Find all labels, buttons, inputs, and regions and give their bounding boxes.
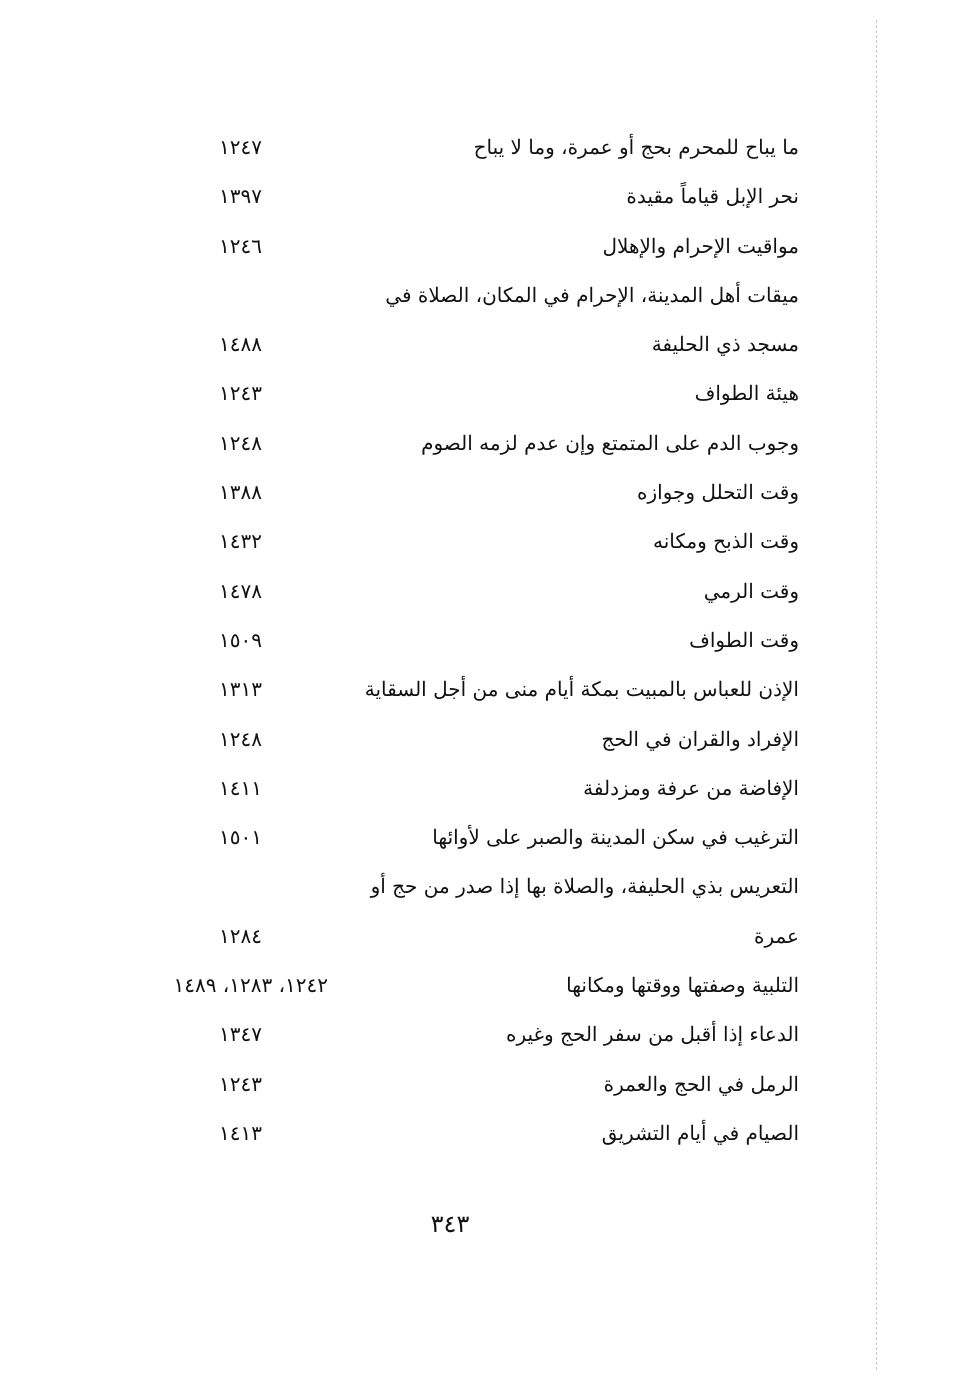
entry-pages: ١٤١١: [219, 775, 262, 800]
index-entry: [0, 1061, 977, 1110]
index-entry: [0, 223, 977, 272]
index-entry: [0, 913, 977, 962]
entry-topic: الإفراد والقران في الحج: [601, 726, 799, 751]
entry-pages: ١٢٨٤: [219, 923, 262, 948]
entry-pages: ١٣٨٨: [219, 480, 262, 505]
entry-topic: الإذن للعباس بالمبيت بمكة أيام منى من أجل السقاية: [364, 677, 799, 702]
entry-pages: ١٥٠٩: [219, 627, 262, 652]
index-entry: [0, 321, 977, 370]
entry-topic: ميقات أهل المدينة، الإحرام في المكان، الصلاة في: [385, 282, 799, 307]
entry-topic: مواقيت الإحرام والإهلال: [602, 233, 799, 258]
page-number: ٣٤٣: [430, 1210, 470, 1238]
entry-pages: ١٢٤٨: [219, 430, 262, 455]
index-entry: [0, 420, 977, 469]
entry-pages: ١٢٤٦: [219, 233, 262, 258]
index-list: [0, 124, 977, 1159]
index-entry: [0, 370, 977, 419]
entry-topic: عمرة: [753, 923, 799, 948]
index-entry: [0, 617, 977, 666]
index-entry: [0, 518, 977, 567]
entry-pages: ١٣٩٧: [219, 184, 262, 209]
entry-pages: ١٤١٣: [219, 1120, 262, 1145]
entry-pages: ١٣١٣: [219, 677, 262, 702]
entry-pages: ١٤٣٢: [219, 529, 262, 554]
entry-topic: وجوب الدم على المتمتع وإن عدم لزمه الصوم: [421, 430, 799, 455]
index-entry: [0, 765, 977, 814]
index-entry: [0, 1011, 977, 1060]
entry-topic: مسجد ذي الحليفة: [651, 332, 799, 357]
index-entry: [0, 814, 977, 863]
index-entry: [0, 469, 977, 518]
entry-topic: وقت الرمي: [703, 578, 799, 603]
entry-pages: ١٥٠١: [219, 825, 262, 850]
index-entry: [0, 568, 977, 617]
entry-pages: ١٢٤٢، ١٢٨٣، ١٤٨٩: [173, 973, 328, 998]
entry-pages: ١٤٨٨: [219, 332, 262, 357]
entry-pages: ١٤٧٨: [219, 578, 262, 603]
entry-topic: التعريس بذي الحليفة، والصلاة بها إذا صدر من حج أو: [370, 874, 799, 899]
index-entry: [0, 1110, 977, 1159]
entry-topic: نحر الإبل قياماً مقيدة: [626, 184, 799, 209]
entry-pages: ١٣٤٧: [219, 1022, 262, 1047]
entry-pages: ١٢٤٨: [219, 726, 262, 751]
entry-topic: الدعاء إذا أقبل من سفر الحج وغيره: [505, 1022, 799, 1047]
entry-topic: هيئة الطواف: [694, 381, 799, 406]
entry-topic: وقت الطواف: [689, 627, 799, 652]
index-entry: [0, 124, 977, 173]
index-entry: [0, 666, 977, 715]
index-entry: [0, 962, 977, 1011]
entry-pages: ١٢٤٣: [219, 381, 262, 406]
entry-topic: وقت التحلل وجوازه: [637, 480, 799, 505]
entry-topic: الترغيب في سكن المدينة والصبر على لأوائها: [432, 825, 799, 850]
index-entry: [0, 863, 977, 912]
index-entry: [0, 716, 977, 765]
entry-pages: ١٢٤٧: [219, 135, 262, 159]
entry-topic: الصيام في أيام التشريق: [601, 1120, 799, 1145]
entry-topic: وقت الذبح ومكانه: [653, 529, 799, 554]
index-entry: [0, 272, 977, 321]
entry-topic: الرمل في الحج والعمرة: [603, 1071, 799, 1096]
entry-topic: الإفاضة من عرفة ومزدلفة: [583, 775, 799, 800]
entry-topic: ما يباح للمحرم بحج أو عمرة، وما لا يباح: [473, 135, 799, 159]
entry-pages: ١٢٤٣: [219, 1071, 262, 1096]
entry-topic: التلبية وصفتها ووقتها ومكانها: [566, 973, 799, 998]
index-entry: [0, 173, 977, 222]
